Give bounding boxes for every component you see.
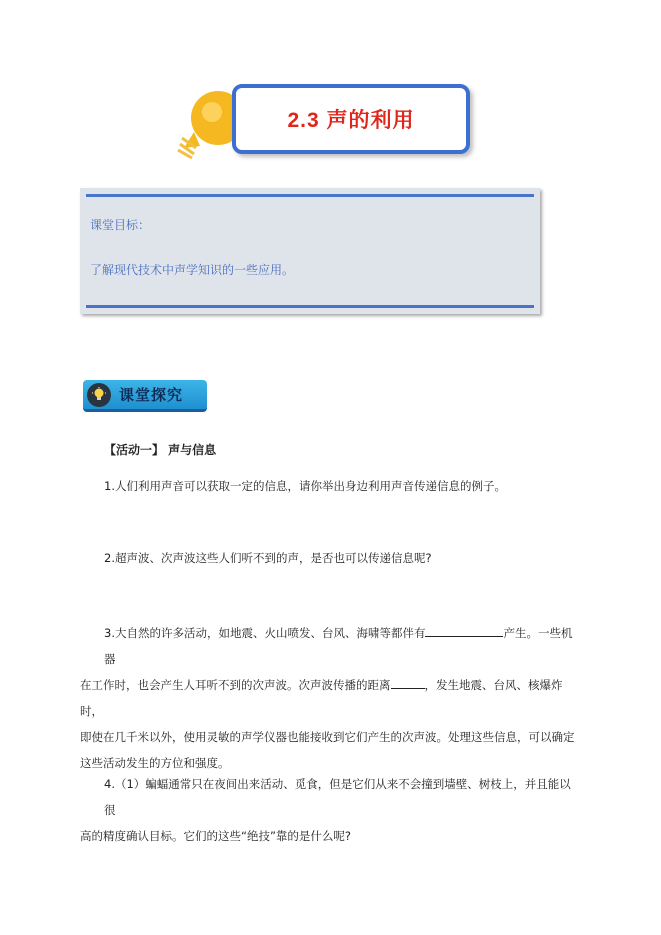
- title-frame: [232, 84, 470, 154]
- question-4-line-1: 4.（1）蝙蝠通常只在夜间出来活动、觅食，但是它们从来不会撞到墙壁、树枝上，并且能以很: [104, 777, 571, 817]
- goals-text: 了解现代技术中声学知识的一些应用。: [90, 263, 295, 277]
- bulb-badge-icon: [87, 383, 111, 407]
- question-4: [80, 771, 580, 849]
- question-3-text-b: 产生。一些机器: [104, 626, 573, 666]
- section-badge-label: 课堂探究: [119, 386, 184, 404]
- goals-top-rule: [86, 194, 534, 197]
- question-3-text-f: 这些活动发生的方位和强度。: [80, 756, 230, 770]
- question-3: [80, 620, 580, 776]
- question-4-line-2: 高的精度确认目标。它们的这些“绝技”靠的是什么呢?: [80, 829, 352, 843]
- page-title: 2.3 声的利用: [287, 109, 415, 132]
- answer-blank[interactable]: [391, 676, 425, 689]
- title-banner: [174, 80, 479, 162]
- goals-label: 课堂目标：: [90, 218, 151, 232]
- goals-box: [80, 188, 540, 314]
- section-badge: [83, 380, 207, 412]
- activity-title: 【活动一】 声与信息: [104, 443, 217, 457]
- question-3-text-c: 在工作时，也会产生人耳听不到的次声波。次声波传播的距离: [80, 678, 391, 692]
- goals-bottom-rule: [86, 305, 534, 308]
- question-2: 2.超声波、次声波这些人们听不到的声，是否也可以传递信息呢?: [104, 551, 432, 565]
- question-1: 1.人们利用声音可以获取一定的信息，请你举出身边利用声音传递信息的例子。: [104, 479, 506, 493]
- question-3-text-e: 即使在几千米以外，使用灵敏的声学仪器也能接收到它们产生的次声波。处理这些信息，可以确定: [80, 730, 575, 744]
- question-3-text-a: 3.大自然的许多活动，如地震、火山喷发、台风、海啸等都伴有: [104, 626, 426, 640]
- question-3-text-d: ，发生地震、台风、核爆炸时，: [80, 678, 563, 718]
- answer-blank[interactable]: [425, 624, 503, 637]
